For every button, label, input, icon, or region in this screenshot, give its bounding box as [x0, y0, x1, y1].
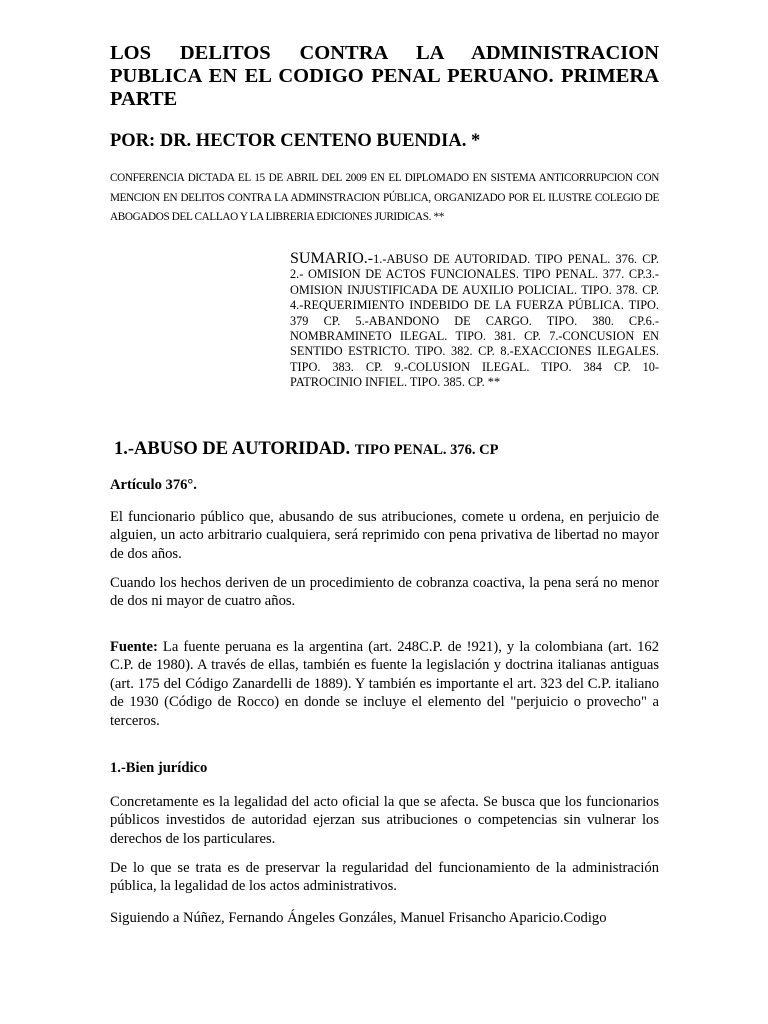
- author-line: POR: DR. HECTOR CENTENO BUENDIA. *: [110, 131, 481, 151]
- article-label: Artículo 376°.: [110, 477, 197, 493]
- summary-block: [290, 251, 659, 391]
- legal-good-paragraph-1: Concretamente es la legalidad del acto oficial la que se afecta. Se busca que los funcionarios públicos investidos de autoridad ejerzan sus atribuciones o competencias sin vulnerar los derechos de los particulares.: [110, 794, 659, 847]
- summary-text: 1.-ABUSO DE AUTORIDAD. TIPO PENAL. 376. CP. 2.- OMISION DE ACTOS FUNCIONALES. TIPO PENAL. 377. CP.3.-OMISION INJUSTIFICADA DE AUXILIO POLICIAL. TIPO. 378. CP. 4.-REQUERIMIENTO INDEBIDO DE LA FUERZA PÚBLICA. TIPO. 379 CP. 5.-ABANDONO DE CARGO. TIPO. 380. CP.6.-NOMBRAMINETO ILEGAL. TIPO. 381. CP. 7.-CONCUSION EN SENTIDO ESTRICTO. TIPO. 382. CP. 8.-EXACCIONES ILEGALES. TIPO. 383. CP. 9.-COLUSION ILEGAL. TIPO. 384 CP. 10-PATROCINIO INFIEL. TIPO. 385. CP. **: [290, 252, 659, 390]
- section-heading-sub: TIPO PENAL. 376. CP: [354, 442, 499, 458]
- legal-good-paragraph-3: Siguiendo a Núñez, Fernando Ángeles Gonzáles, Manuel Frisancho Aparicio.Codigo: [110, 910, 607, 926]
- article-paragraph-2: Cuando los hechos deriven de un procedimiento de cobranza coactiva, la pena será no menor de dos ni mayor de cuatro años.: [110, 575, 659, 610]
- source-label: Fuente:: [110, 639, 158, 655]
- legal-good-paragraph-2: De lo que se trata es de preservar la regularidad del funcionamiento de la administración pública, la legalidad de los actos administrativos.: [110, 860, 659, 895]
- source-text: La fuente peruana es la argentina (art. 248C.P. de !921), y la colombiana (art. 162 C.P. de 1980). A través de ellas, también es fuente la legislación y doctrina italianas antiguas (art. 175 del Código Zanardelli de 1889). Y también es importante el art. 323 del C.P. italiano de 1930 (Código de Rocco) en donde se incluye el elemento del "perjuicio o provecho" a terceros.: [110, 639, 659, 729]
- source-paragraph: [110, 638, 659, 730]
- conference-note: CONFERENCIA DICTADA EL 15 DE ABRIL DEL 2009 EN EL DIPLOMADO EN SISTEMA ANTICORRUPCION CON MENCION EN DELITOS CONTRA LA ADMINSTRACION PÚBLICA, ORGANIZADO POR EL ILUSTRE COLEGIO DE ABOGADOS DEL CALLAO Y LA LIBRERIA EDICIONES JURIDICAS. **: [110, 172, 659, 223]
- document-title: LOS DELITOS CONTRA LA ADMINISTRACION PUBLICA EN EL CODIGO PENAL PERUANO. PRIMERA PARTE: [110, 42, 659, 110]
- section-heading-main: 1.-ABUSO DE AUTORIDAD.: [114, 439, 351, 459]
- legal-good-heading: 1.-Bien jurídico: [110, 760, 208, 776]
- section-heading: [114, 439, 499, 460]
- article-paragraph-1: El funcionario público que, abusando de sus atribuciones, comete u ordena, en perjuicio de alguien, un acto arbitrario cualquiera, será reprimido con pena privativa de libertad no mayor de dos años.: [110, 509, 659, 562]
- summary-lead: SUMARIO.-: [290, 250, 374, 267]
